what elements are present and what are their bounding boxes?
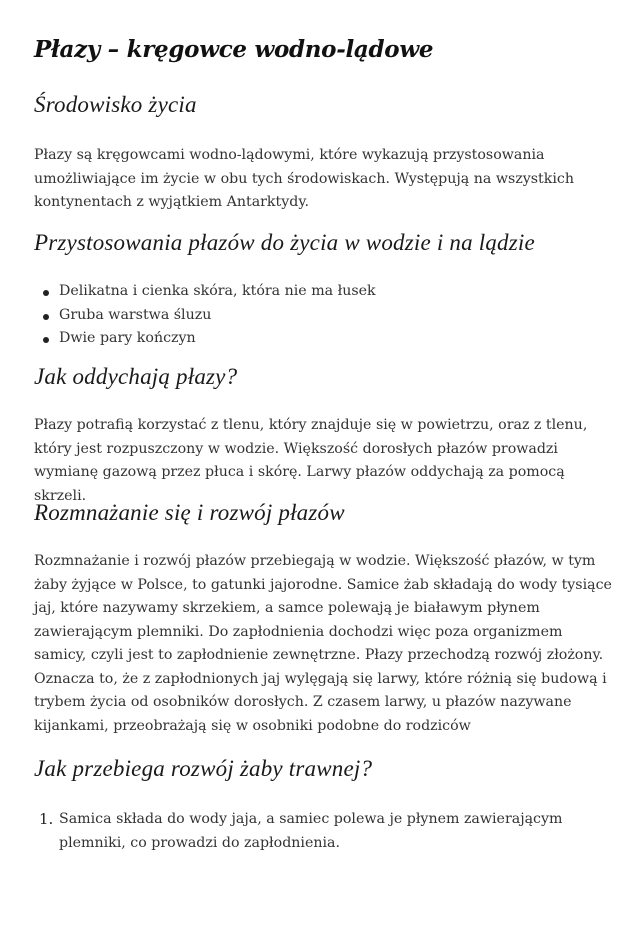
list-item-text: Delikatna i cienka skóra, która nie ma łusek (59, 283, 376, 299)
page-title: Płazy – kręgowce wodno-lądowe (34, 36, 434, 63)
step-text: Samica składa do wody jaja, a samiec polewa je płynem zawierającym plemniki, co prowadzi do zapłodnienia. (59, 811, 563, 851)
bullet-icon (43, 337, 49, 343)
heading-srodowisko: Środowisko życia (34, 92, 197, 117)
paragraph-srodowisko: Płazy są kręgowcami wodno-lądowymi, które wykazują przystosowania umożliwiające im życie w obu tych środowiskach. Występują na wszystkich kontynentach z wyjątkiem Antarktydy. (34, 147, 574, 210)
bullet-icon (43, 290, 49, 296)
step-number: 1. (39, 810, 54, 828)
frog-development-steps (34, 808, 614, 855)
list-item-text: Gruba warstwa śluzu (59, 306, 212, 323)
list-item (34, 327, 376, 351)
paragraph-rozmnazanie: Rozmnażanie i rozwój płazów przebiegają w wodzie. Większość płazów, w tym żaby żyjące w Polsce, to gatunki jajorodne. Samice żab składają do wody tysiące jaj, które nazywamy skrzekiem, a samce polewają je białawym płynem zawierającym plemniki. Do zapłodnienia dochodzi więc poza organizmem samicy, czyli jest to zapłodnienie zewnętrzne. Płazy przechodzą rozwój złożony. Oznacza to, że z zapłodnionych jaj wylęgają się larwy, które różnią się budową i trybem życia od osobników dorosłych. Z czasem larwy, u płazów nazywane kijankami, przeobrażają się w osobniki podobne do rodziców (34, 553, 612, 734)
heading-oddychanie: Jak oddychają płazy? (34, 364, 238, 389)
adaptations-list (34, 280, 376, 351)
list-item (34, 304, 376, 328)
list-item (34, 280, 376, 304)
heading-rozwoj-zaby: Jak przebiega rozwój żaby trawnej? (34, 756, 373, 781)
list-item (34, 808, 614, 855)
paragraph-oddychanie: Płazy potrafią korzystać z tlenu, który znajduje się w powietrzu, oraz z tlenu, który jest rozpuszczony w wodzie. Większość dorosłych płazów prowadzi wymianę gazową przez płuca i skórę. Larwy płazów oddychają za pomocą skrzeli. (34, 417, 588, 504)
heading-przystosowania: Przystosowania płazów do życia w wodzie i na lądzie (34, 230, 535, 255)
heading-rozmnazanie: Rozmnażanie się i rozwój płazów (34, 500, 345, 525)
bullet-icon (43, 314, 49, 320)
list-item-text: Dwie pary kończyn (59, 330, 196, 346)
